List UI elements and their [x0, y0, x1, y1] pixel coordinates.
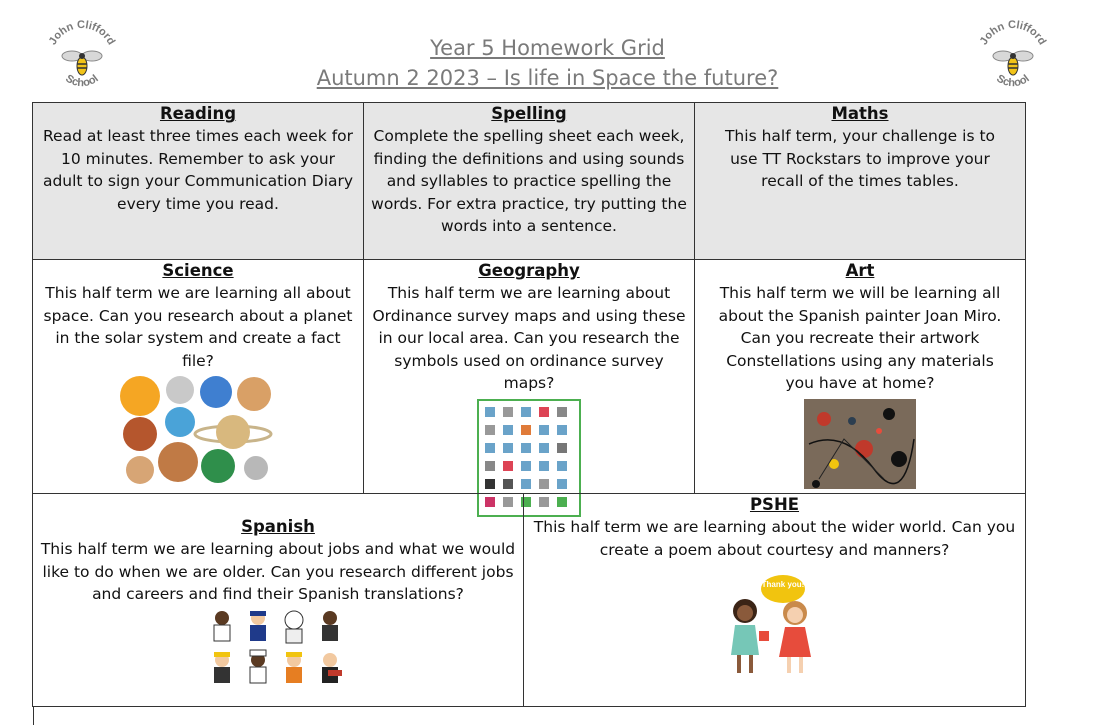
geography-text: This half term we are learning about Ordinance survey maps and using these in our local area. Can you research the symbols used on ordinance survey maps? [372, 284, 686, 392]
page-edge-line [33, 707, 34, 725]
page-title: Year 5 Homework Grid [430, 36, 665, 60]
homework-grid [32, 102, 1026, 707]
pshe-text: This half term we are learning about the wider world. Can you create a poem about courtesy and manners? [533, 518, 1016, 559]
spanish-text: This half term we are learning about jobs and what we would like to do when we are older. Can you research different jobs and careers and find their Spanish translations? [40, 540, 516, 603]
spelling-text: Complete the spelling sheet each week, finding the definitions and using sounds and syllables to practice spelling the words. For extra practice, try putting the words into a sentence. [371, 127, 687, 235]
science-text: This half term we are learning all about space. Can you research about a planet in the solar system and create a fact file? [43, 284, 353, 370]
science-cell [32, 259, 364, 494]
geography-heading: Geography [478, 261, 580, 280]
maths-text: This half term, your challenge is to use TT Rockstars to improve your recall of the times tables. [724, 127, 996, 190]
miro-painting-image [804, 399, 916, 489]
maths-heading: Maths [831, 104, 889, 123]
thank-you-girls-image [723, 571, 827, 679]
reading-cell [32, 102, 364, 260]
spanish-heading: Spanish [241, 517, 315, 536]
art-heading: Art [845, 261, 875, 280]
jobs-characters-image [210, 610, 346, 690]
pshe-cell [523, 493, 1026, 707]
spelling-cell [363, 102, 695, 260]
art-text: This half term we will be learning all about the Spanish painter Joan Miro. Can you recreate their artwork Constellations using any materials you have at home? [718, 284, 1002, 392]
reading-heading: Reading [159, 104, 237, 123]
spanish-cell [32, 493, 524, 707]
planets-image [118, 376, 278, 486]
page-subtitle: Autumn 2 2023 – Is life in Space the future? [316, 66, 779, 90]
speech-bubble-text: Thank you! [761, 580, 804, 589]
science-heading: Science [162, 261, 234, 280]
svg-text:John Clifford: John Clifford [977, 18, 1049, 48]
svg-text:John Clifford: John Clifford [46, 18, 118, 48]
pshe-heading: PSHE [749, 495, 800, 514]
reading-text: Read at least three times each week for 10 minutes. Remember to ask your adult to sign your Communication Diary every time you read. [42, 127, 354, 213]
svg-text:School: School [63, 72, 101, 90]
maths-cell [694, 102, 1026, 260]
art-cell [694, 259, 1026, 494]
spelling-heading: Spelling [491, 104, 567, 123]
geography-cell [363, 259, 695, 494]
svg-text:School: School [994, 72, 1032, 90]
